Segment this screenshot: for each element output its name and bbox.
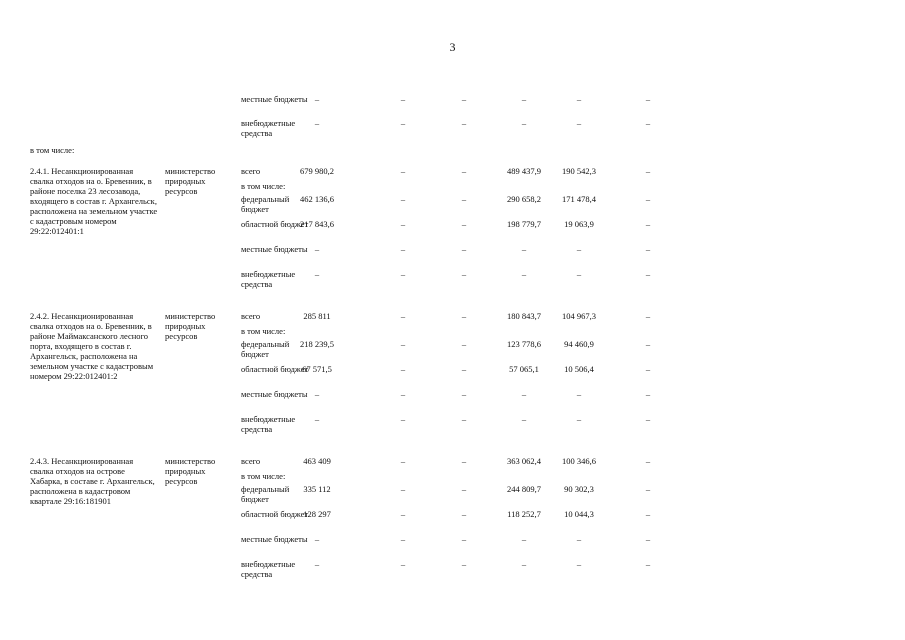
item-3-row-4-value-5: 10 044,3 (564, 509, 594, 519)
item-1-row-5-value-1: – (314, 244, 320, 254)
item-3-row-5-value-1: – (314, 534, 320, 544)
item-1-row-3-value-6: – (645, 194, 651, 204)
item-2-row-1-source: всего (241, 311, 261, 321)
item-2-row-3-value-6: – (645, 339, 651, 349)
item-1-row-6-value-4: – (521, 269, 527, 279)
top-row-1-value-4: – (521, 94, 527, 104)
item-1-row-6-value-5: – (576, 269, 582, 279)
top-row-2-value-3: – (461, 118, 467, 128)
item-3-row-1-value-6: – (645, 456, 651, 466)
item-1-row-1-value-5: 190 542,3 (562, 166, 596, 176)
item-2-row-1-value-4: 180 843,7 (507, 311, 541, 321)
item-3-row-5-value-4: – (521, 534, 527, 544)
top-row-1-value-2: – (400, 94, 406, 104)
item-3-row-5-source: местные бюджеты (241, 534, 308, 544)
top-row-1-value-5: – (576, 94, 582, 104)
item-3-row-6-value-2: – (400, 559, 406, 569)
item-3-row-4-value-4: 118 252,7 (507, 509, 541, 519)
item-3-row-5-value-2: – (400, 534, 406, 544)
item-3-row-1-value-2: – (400, 456, 406, 466)
item-1-row-3-value-2: – (400, 194, 406, 204)
item-1-row-6-source: внебюджетные средства (241, 269, 296, 289)
top-row-2-value-1: – (314, 118, 320, 128)
item-3-row-3-value-3: – (461, 484, 467, 494)
item-1-row-4-value-2: – (400, 219, 406, 229)
item-1-row-4-value-1: 217 843,6 (300, 219, 334, 229)
item-1-row-5-value-2: – (400, 244, 406, 254)
item-2-row-4-value-1: 67 571,5 (302, 364, 332, 374)
item-2-row-5-value-3: – (461, 389, 467, 399)
item-2-row-1-value-1: 285 811 (303, 311, 331, 321)
item-1-row-1-value-1: 679 980,2 (300, 166, 334, 176)
item-3-row-4-value-3: – (461, 509, 467, 519)
item-responsible: министерство природных ресурсов (165, 311, 216, 341)
item-1-row-1-value-4: 489 437,9 (507, 166, 541, 176)
item-1-row-4-value-4: 198 779,7 (507, 219, 541, 229)
item-1-row-4-value-6: – (645, 219, 651, 229)
item-2-row-1-value-3: – (461, 311, 467, 321)
item-2-row-6-value-3: – (461, 414, 467, 424)
item-2-row-5-source: местные бюджеты (241, 389, 308, 399)
page-number: 3 (449, 40, 456, 54)
item-responsible: министерство природных ресурсов (165, 166, 216, 196)
item-3-row-3-value-5: 90 302,3 (564, 484, 594, 494)
top-row-2-value-2: – (400, 118, 406, 128)
item-3-row-1-value-5: 100 346,6 (562, 456, 596, 466)
item-1-row-1-value-3: – (461, 166, 467, 176)
item-2-row-5-value-5: – (576, 389, 582, 399)
item-2-row-5-value-2: – (400, 389, 406, 399)
item-2-row-3-value-2: – (400, 339, 406, 349)
item-2-row-6-value-1: – (314, 414, 320, 424)
top-row-2-value-4: – (521, 118, 527, 128)
item-1-row-2-source: в том числе: (241, 181, 286, 191)
item-1-row-4-value-5: 19 063,9 (564, 219, 594, 229)
item-3-row-6-value-3: – (461, 559, 467, 569)
item-1-row-5-value-4: – (521, 244, 527, 254)
item-2-row-4-value-6: – (645, 364, 651, 374)
top-row-2-value-6: – (645, 118, 651, 128)
item-1-row-3-value-5: 171 478,4 (562, 194, 596, 204)
top-row-1-source: местные бюджеты (241, 94, 308, 104)
top-row-2-source: внебюджетные средства (241, 118, 296, 138)
item-1-row-1-source: всего (241, 166, 261, 176)
item-2-row-4-value-4: 57 065,1 (509, 364, 539, 374)
item-3-row-4-value-6: – (645, 509, 651, 519)
item-2-row-6-source: внебюджетные средства (241, 414, 296, 434)
item-3-row-3-value-4: 244 809,7 (507, 484, 541, 494)
item-3-row-6-value-6: – (645, 559, 651, 569)
item-2-row-1-value-5: 104 967,3 (562, 311, 596, 321)
item-1-row-5-source: местные бюджеты (241, 244, 308, 254)
item-3-row-5-value-5: – (576, 534, 582, 544)
item-1-row-6-value-6: – (645, 269, 651, 279)
item-2-row-1-value-6: – (645, 311, 651, 321)
item-2-row-4-value-2: – (400, 364, 406, 374)
item-3-row-5-value-6: – (645, 534, 651, 544)
item-2-row-4-value-5: 10 506,4 (564, 364, 594, 374)
item-3-row-1-value-1: 463 409 (303, 456, 331, 466)
item-3-row-6-value-1: – (314, 559, 320, 569)
item-1-row-6-value-3: – (461, 269, 467, 279)
item-2-row-6-value-2: – (400, 414, 406, 424)
item-1-row-4-value-3: – (461, 219, 467, 229)
item-1-row-6-value-2: – (400, 269, 406, 279)
item-1-row-3-value-3: – (461, 194, 467, 204)
item-3-row-3-value-1: 335 112 (303, 484, 331, 494)
item-3-row-3-value-2: – (400, 484, 406, 494)
item-2-row-1-value-2: – (400, 311, 406, 321)
item-3-row-6-value-4: – (521, 559, 527, 569)
item-3-row-1-value-3: – (461, 456, 467, 466)
item-2-row-3-value-5: 94 460,9 (564, 339, 594, 349)
item-1-row-5-value-6: – (645, 244, 651, 254)
item-1-row-3-source: федеральный бюджет (241, 194, 290, 214)
item-1-row-3-value-1: 462 136,6 (300, 194, 334, 204)
top-row-1-value-3: – (461, 94, 467, 104)
item-3-row-3-value-6: – (645, 484, 651, 494)
item-description: 2.4.3. Несанкционированная свалка отходов на острове Хабарка, в составе г. Архангельск, расположена в кадастровом квартале 29:16:181901 (30, 456, 155, 506)
item-1-row-1-value-6: – (645, 166, 651, 176)
item-3-row-1-value-4: 363 062,4 (507, 456, 541, 466)
item-3-row-1-source: всего (241, 456, 261, 466)
item-3-row-4-value-2: – (400, 509, 406, 519)
item-2-row-3-value-1: 218 239,5 (300, 339, 334, 349)
item-description: 2.4.2. Несанкционированная свалка отходов на о. Бревенник, в районе Маймаксанского лесного порта, входящего в состав г. Архангельск, расположена на земельном участке с кадастровым номером 29:22:012401:2 (30, 311, 154, 381)
item-1-row-4-source: областной бюджет (241, 219, 309, 229)
item-2-row-5-value-6: – (645, 389, 651, 399)
item-2-row-3-value-3: – (461, 339, 467, 349)
item-description: 2.4.1. Несанкционированная свалка отходов на о. Бревенник, в районе поселка 23 лесозавода, входящего в состав г. Архангельск, расположена на земельном участке с кадастровым номером 29:22:012401:1 (30, 166, 158, 236)
item-3-row-4-source: областной бюджет (241, 509, 309, 519)
item-3-row-6-source: внебюджетные средства (241, 559, 296, 579)
item-2-row-6-value-5: – (576, 414, 582, 424)
in-total-label: в том числе: (30, 145, 75, 155)
item-1-row-1-value-2: – (400, 166, 406, 176)
item-2-row-5-value-1: – (314, 389, 320, 399)
item-2-row-6-value-6: – (645, 414, 651, 424)
top-row-1-value-1: – (314, 94, 320, 104)
item-2-row-3-value-4: 123 778,6 (507, 339, 541, 349)
item-3-row-5-value-3: – (461, 534, 467, 544)
item-responsible: министерство природных ресурсов (165, 456, 216, 486)
item-2-row-3-source: федеральный бюджет (241, 339, 290, 359)
item-1-row-6-value-1: – (314, 269, 320, 279)
item-1-row-3-value-4: 290 658,2 (507, 194, 541, 204)
item-1-row-5-value-5: – (576, 244, 582, 254)
item-2-row-4-value-3: – (461, 364, 467, 374)
item-2-row-4-source: областной бюджет (241, 364, 309, 374)
item-3-row-4-value-1: 128 297 (303, 509, 331, 519)
item-3-row-3-source: федеральный бюджет (241, 484, 290, 504)
item-1-row-5-value-3: – (461, 244, 467, 254)
item-2-row-2-source: в том числе: (241, 326, 286, 336)
item-2-row-6-value-4: – (521, 414, 527, 424)
item-2-row-5-value-4: – (521, 389, 527, 399)
item-3-row-2-source: в том числе: (241, 471, 286, 481)
item-3-row-6-value-5: – (576, 559, 582, 569)
top-row-1-value-6: – (645, 94, 651, 104)
top-row-2-value-5: – (576, 118, 582, 128)
